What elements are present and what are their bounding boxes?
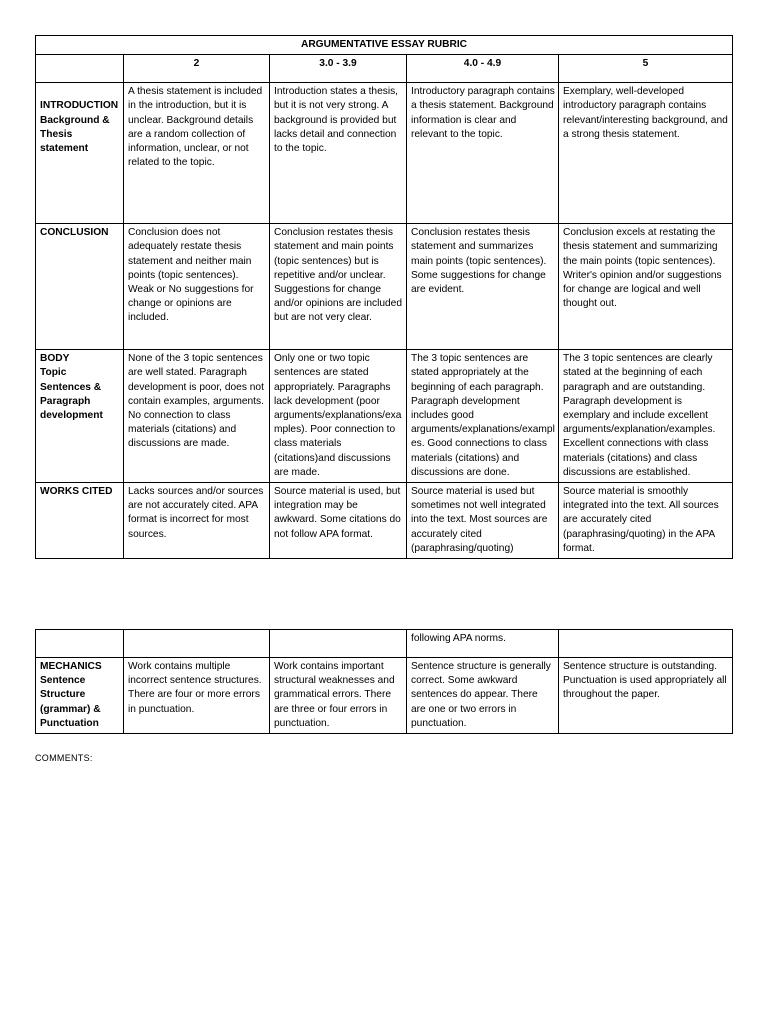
table-cell: Work contains multiple incorrect sentence structures. There are four or more errors in punctuation. bbox=[124, 658, 270, 734]
table-cell: Conclusion restates thesis statement and main points (topic sentences) but is repetitive and/or unclear. Suggestions for change and/or opinions are included but are not very clear. bbox=[270, 224, 407, 350]
table-cell: The 3 topic sentences are clearly stated at the beginning of each paragraph and are outstanding. Paragraph development is exemplary and include excellent arguments/explanation/examples. Excellent connections with class materials (citations) and class discussions are established. bbox=[559, 350, 733, 483]
table-cell bbox=[559, 630, 733, 658]
row-mechanics bbox=[36, 658, 733, 734]
table-cell: Source material is used but sometimes not well integrated into the text. Most sources are accurately cited (paraphrasing/quoting) bbox=[407, 483, 559, 559]
row-label-body: BODY Topic Sentences & Paragraph development bbox=[36, 350, 124, 483]
table-cell: Work contains important structural weaknesses and grammatical errors. There are three or four errors in punctuation. bbox=[270, 658, 407, 734]
table-cell: Introduction states a thesis, but it is not very strong. A background is provided but lacks detail and connection to the topic. bbox=[270, 83, 407, 224]
row-label-introduction: INTRODUCTION Background & Thesis statement bbox=[36, 83, 124, 224]
header-score-3: 3.0 - 3.9 bbox=[270, 55, 407, 83]
table-cell: Source material is used, but integration may be awkward. Some citations do not follow APA format. bbox=[270, 483, 407, 559]
table-cell: following APA norms. bbox=[407, 630, 559, 658]
row-label-mechanics: MECHANICS Sentence Structure (grammar) & Punctuation bbox=[36, 658, 124, 734]
table-cell: Source material is smoothly integrated into the text. All sources are accurately cited (paraphrasing/quoting) in the APA format. bbox=[559, 483, 733, 559]
row-body bbox=[36, 350, 733, 483]
row-label-conclusion: CONCLUSION bbox=[36, 224, 124, 350]
table-cell: The 3 topic sentences are stated appropriately at the beginning of each paragraph. Paragraph development includes good arguments/explanations/examples. Good connections to class materials (citations) and discussions are done. bbox=[407, 350, 559, 483]
row-label-works-cited: WORKS CITED bbox=[36, 483, 124, 559]
header-blank bbox=[36, 55, 124, 83]
table-cell: Sentence structure is generally correct. Some awkward sentences do appear. There are one or two errors in punctuation. bbox=[407, 658, 559, 734]
row-conclusion bbox=[36, 224, 733, 350]
header-row bbox=[36, 55, 733, 83]
continuation-row bbox=[36, 630, 733, 658]
table-cell: Conclusion excels at restating the thesis statement and summarizing the main points (topic sentences). Writer's opinion and/or suggestions for change are logical and well thought out. bbox=[559, 224, 733, 350]
table-cell: None of the 3 topic sentences are well stated. Paragraph development is poor, does not contain examples, arguments. No connection to class materials (citations) and discussions are made. bbox=[124, 350, 270, 483]
table-cell: Exemplary, well-developed introductory paragraph contains relevant/interesting background, and a strong thesis statement. bbox=[559, 83, 733, 224]
table-cell: Introductory paragraph contains a thesis statement. Background information is clear and relevant to the topic. bbox=[407, 83, 559, 224]
table-cell: Lacks sources and/or sources are not accurately cited. APA format is incorrect for most sources. bbox=[124, 483, 270, 559]
table-cell: Only one or two topic sentences are stated appropriately. Paragraphs lack development (poor arguments/explanations/examples). Poor connection to class materials (citations)and discussions are made. bbox=[270, 350, 407, 483]
table-cell: Conclusion restates thesis statement and summarizes main points (topic sentences). Some suggestions for change are evident. bbox=[407, 224, 559, 350]
table-cell bbox=[270, 630, 407, 658]
header-score-5: 5 bbox=[559, 55, 733, 83]
table-cell bbox=[124, 630, 270, 658]
header-score-4: 4.0 - 4.9 bbox=[407, 55, 559, 83]
comments-label: COMMENTS: bbox=[35, 753, 93, 763]
header-score-2: 2 bbox=[124, 55, 270, 83]
title-row bbox=[36, 36, 733, 55]
table-cell: Conclusion does not adequately restate thesis statement and neither main points (topic sentences). Weak or No suggestions for change or opinions are included. bbox=[124, 224, 270, 350]
table-cell: Sentence structure is outstanding. Punctuation is used appropriately all throughout the paper. bbox=[559, 658, 733, 734]
table-cell: A thesis statement is included in the introduction, but it is unclear. Background details are a random collection of information, unclear, or not related to the topic. bbox=[124, 83, 270, 224]
rubric-table-continued bbox=[35, 629, 733, 734]
table-cell bbox=[36, 630, 124, 658]
row-works-cited bbox=[36, 483, 733, 559]
row-introduction bbox=[36, 83, 733, 224]
rubric-title: ARGUMENTATIVE ESSAY RUBRIC bbox=[36, 36, 733, 55]
rubric-table bbox=[35, 35, 733, 559]
